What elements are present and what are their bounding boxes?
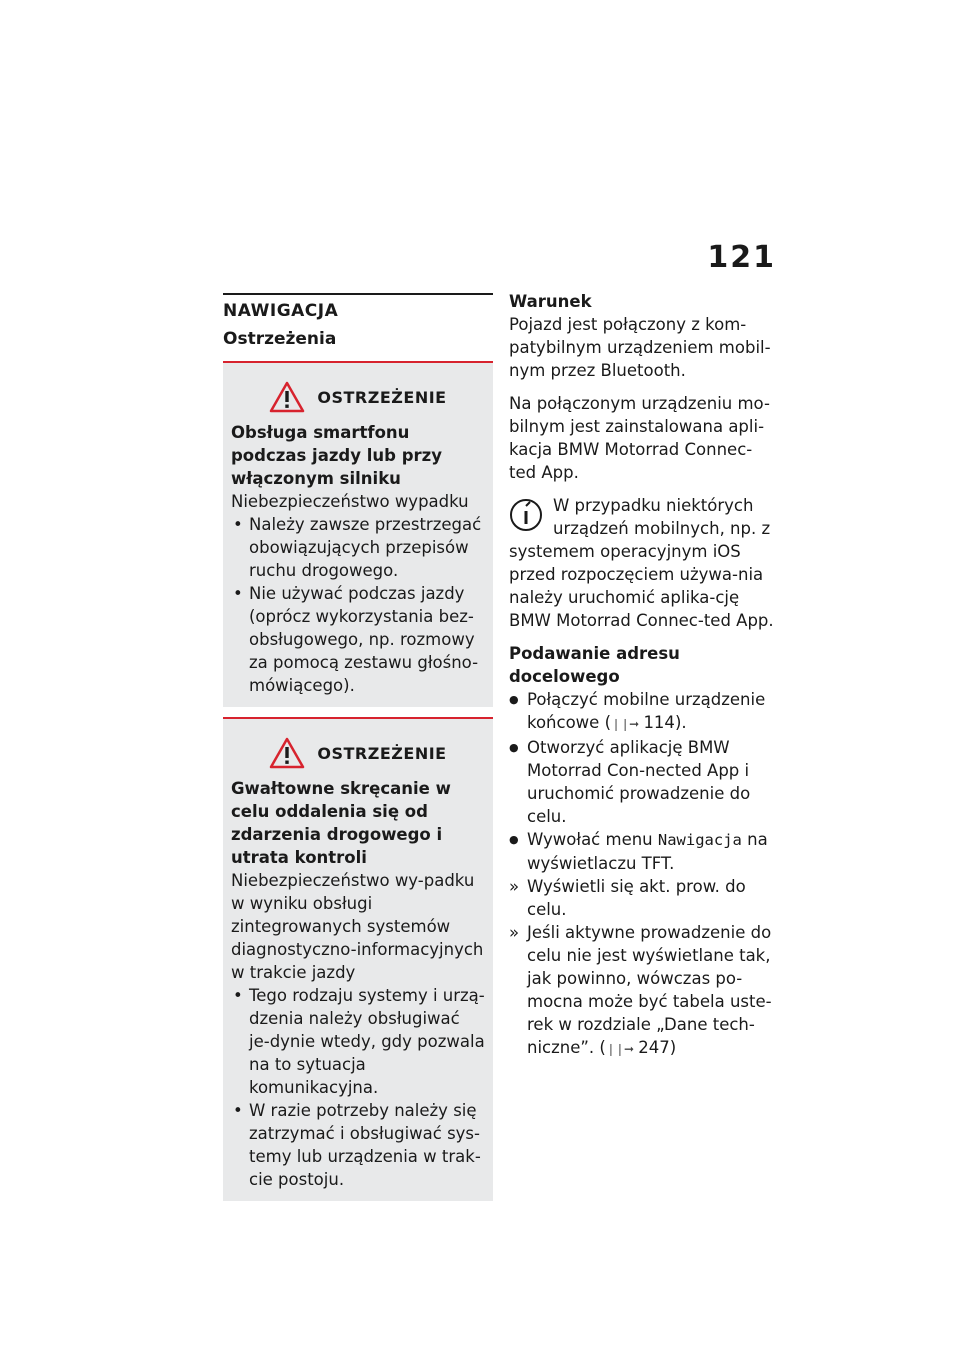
info-icon [509,498,543,532]
destination-heading: Podawanie adresu docelowego [509,644,680,686]
result-item: » Wyświetli się akt. prow. do celu. [509,875,779,921]
result-item [509,921,779,1061]
warning-box-1 [223,361,493,707]
app-installed-text: Na połączonym urządzeniu mo-bilnym jest zainstalowana apli-kacja BMW Motorrad Connec-ted App. [509,394,770,482]
step-item: ● Otworzyć aplikację BMW Motorrad Con-nected App i uruchomić prowadzenie do celu. [509,736,779,828]
chapter-title: NAWIGACJA [223,301,339,321]
menu-name: Nawigacja [657,831,742,849]
left-column [223,293,493,1211]
step-text-end: na wyświetlaczu TFT. [527,830,768,873]
page-ref[interactable]: 247 [638,1038,670,1057]
condition-text: Pojazd jest połączony z kom-patybilnym urządzeniem mobil-nym przez Bluetooth. [509,315,771,380]
chapter-rule [223,293,493,295]
result-text-end: ) [669,1038,677,1057]
warning-risk: Niebezpieczeństwo wypadku [231,492,469,511]
warning-list [231,984,485,1191]
condition-heading: Warunek [509,292,592,311]
step-text-end: ). [674,713,687,732]
page-ref-arrow-icon: ❘❘➞ [605,1042,634,1056]
info-text: W przypadku niektórych urządzeń mobilnych, np. z systemem operacyjnym iOS przed rozpoczęciem używa-nia należy uruchomić aplika-cję BMW Motorrad Connec-ted App. [509,496,774,630]
list-item: • Nie używać podczas jazdy (oprócz wykorzystania bez-obsługowego, np. rozmowy za pomocą zestawu głośno-mówiącego). [231,582,485,697]
steps-list [509,688,779,875]
list-item: • Tego rodzaju systemy i urzą-dzenia należy obsługiwać je-dynie wtedy, gdy pozwala na to sytuacja komunikacyjna. [231,984,485,1099]
right-column [509,290,779,1061]
page-ref[interactable]: 114 [643,713,675,732]
warning-risk: Niebezpieczeństwo wy-padku w wyniku obsługi zintegrowanych systemów diagnostyczno-informacyjnych w trakcie jazdy [231,871,484,982]
step-text: Połączyć mobilne urządzenie końcowe ( [527,690,766,732]
page-number: 121 [707,240,776,275]
step-item [509,828,779,875]
list-item: • Należy zawsze przestrzegać obowiązujących przepisów ruchu drogowego. [231,513,485,582]
warning-label: OSTRZEŻENIE [317,743,447,763]
warning-triangle-icon [269,381,305,413]
warning-triangle-icon [269,737,305,769]
warning-title: Obsługa smartfonu podczas jazdy lub przy włączonym silniku [231,423,443,488]
warning-header [231,363,485,421]
list-item: • W razie potrzeby należy się zatrzymać i obsługiwać sys-temy lub urządzenia w trak-cie postoju. [231,1099,485,1191]
warning-box-2 [223,717,493,1201]
step-text: Wywołać menu [527,830,653,849]
section-title: Ostrzeżenia [223,329,337,349]
warning-title: Gwałtowne skręcanie w celu oddalenia się od zdarzenia drogowego i utrata kontroli [231,779,451,867]
results-list [509,875,779,1061]
warning-list [231,513,485,697]
step-item [509,688,779,736]
warning-label: OSTRZEŻENIE [317,387,447,407]
page-ref-arrow-icon: ❘❘➞ [611,717,639,731]
result-text: Jeśli aktywne prowadzenie do celu nie jest wyświetlane tak, jak powinno, wówczas po-mocna może być tabela uste-rek w rozdziale „Dane tech-niczne”. ( [527,923,772,1057]
info-note [509,494,779,632]
warning-header [231,719,485,777]
